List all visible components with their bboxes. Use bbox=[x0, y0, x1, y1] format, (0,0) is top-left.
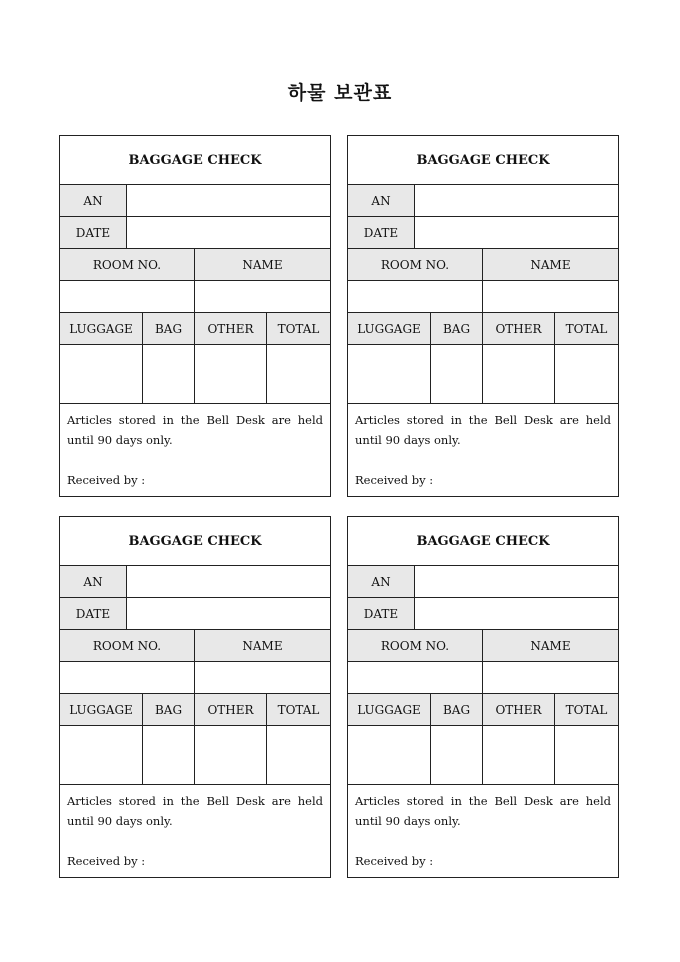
name-label: NAME bbox=[194, 630, 330, 661]
other-field[interactable] bbox=[194, 345, 266, 403]
received-by-label: Received by : bbox=[67, 473, 146, 487]
other-field[interactable] bbox=[482, 345, 554, 403]
card-title: BAGGAGE CHECK bbox=[128, 533, 262, 549]
name-field[interactable] bbox=[194, 662, 330, 693]
total-header: TOTAL bbox=[266, 313, 330, 344]
luggage-field[interactable] bbox=[348, 726, 430, 784]
card-title: BAGGAGE CHECK bbox=[416, 152, 550, 168]
total-header: TOTAL bbox=[266, 694, 330, 725]
other-field[interactable] bbox=[194, 726, 266, 784]
an-field[interactable] bbox=[414, 185, 618, 216]
luggage-header: LUGGAGE bbox=[69, 702, 133, 717]
luggage-field[interactable] bbox=[60, 345, 142, 403]
an-field[interactable] bbox=[126, 185, 330, 216]
storage-notice: Articles stored in the Bell Desk are held until 90 days only. bbox=[67, 794, 323, 828]
room-no-label: ROOM NO. bbox=[92, 257, 162, 272]
name-label: NAME bbox=[482, 249, 618, 280]
luggage-field[interactable] bbox=[60, 726, 142, 784]
room-no-label: ROOM NO. bbox=[92, 638, 162, 653]
room-no-field[interactable] bbox=[348, 662, 482, 693]
luggage-header: LUGGAGE bbox=[69, 321, 133, 336]
date-field[interactable] bbox=[126, 598, 330, 629]
name-field[interactable] bbox=[194, 281, 330, 312]
bag-header: BAG bbox=[142, 694, 194, 725]
date-label: DATE bbox=[348, 217, 414, 248]
bag-header: BAG bbox=[142, 313, 194, 344]
bag-header: BAG bbox=[430, 313, 482, 344]
date-field[interactable] bbox=[126, 217, 330, 248]
an-label: AN bbox=[60, 185, 126, 216]
date-label: DATE bbox=[60, 217, 126, 248]
room-no-field[interactable] bbox=[60, 281, 194, 312]
bag-field[interactable] bbox=[142, 345, 194, 403]
date-field[interactable] bbox=[414, 217, 618, 248]
name-field[interactable] bbox=[482, 662, 618, 693]
baggage-check-card bbox=[59, 516, 331, 878]
other-field[interactable] bbox=[482, 726, 554, 784]
baggage-check-card bbox=[347, 135, 619, 497]
bag-field[interactable] bbox=[430, 345, 482, 403]
baggage-check-card bbox=[347, 516, 619, 878]
total-field[interactable] bbox=[554, 726, 618, 784]
other-header: OTHER bbox=[482, 313, 554, 344]
card-title: BAGGAGE CHECK bbox=[416, 533, 550, 549]
total-header: TOTAL bbox=[554, 313, 618, 344]
page-title: 하물 보관표 bbox=[287, 82, 393, 104]
date-label: DATE bbox=[60, 598, 126, 629]
received-by-label: Received by : bbox=[355, 854, 434, 868]
storage-notice: Articles stored in the Bell Desk are held until 90 days only. bbox=[355, 794, 611, 828]
room-no-field[interactable] bbox=[348, 281, 482, 312]
luggage-header: LUGGAGE bbox=[357, 702, 421, 717]
name-label: NAME bbox=[194, 249, 330, 280]
total-field[interactable] bbox=[554, 345, 618, 403]
an-label: AN bbox=[60, 566, 126, 597]
room-no-label: ROOM NO. bbox=[380, 638, 450, 653]
other-header: OTHER bbox=[194, 313, 266, 344]
received-by-label: Received by : bbox=[355, 473, 434, 487]
name-label: NAME bbox=[482, 630, 618, 661]
other-header: OTHER bbox=[482, 694, 554, 725]
an-label: AN bbox=[348, 566, 414, 597]
luggage-header: LUGGAGE bbox=[357, 321, 421, 336]
other-header: OTHER bbox=[194, 694, 266, 725]
card-title: BAGGAGE CHECK bbox=[128, 152, 262, 168]
room-no-label: ROOM NO. bbox=[380, 257, 450, 272]
received-by-label: Received by : bbox=[67, 854, 146, 868]
storage-notice: Articles stored in the Bell Desk are held until 90 days only. bbox=[355, 413, 611, 447]
name-field[interactable] bbox=[482, 281, 618, 312]
baggage-check-card bbox=[59, 135, 331, 497]
total-field[interactable] bbox=[266, 726, 330, 784]
bag-field[interactable] bbox=[430, 726, 482, 784]
total-field[interactable] bbox=[266, 345, 330, 403]
room-no-field[interactable] bbox=[60, 662, 194, 693]
date-label: DATE bbox=[348, 598, 414, 629]
date-field[interactable] bbox=[414, 598, 618, 629]
storage-notice: Articles stored in the Bell Desk are held until 90 days only. bbox=[67, 413, 323, 447]
bag-header: BAG bbox=[430, 694, 482, 725]
bag-field[interactable] bbox=[142, 726, 194, 784]
an-field[interactable] bbox=[126, 566, 330, 597]
total-header: TOTAL bbox=[554, 694, 618, 725]
luggage-field[interactable] bbox=[348, 345, 430, 403]
an-label: AN bbox=[348, 185, 414, 216]
an-field[interactable] bbox=[414, 566, 618, 597]
